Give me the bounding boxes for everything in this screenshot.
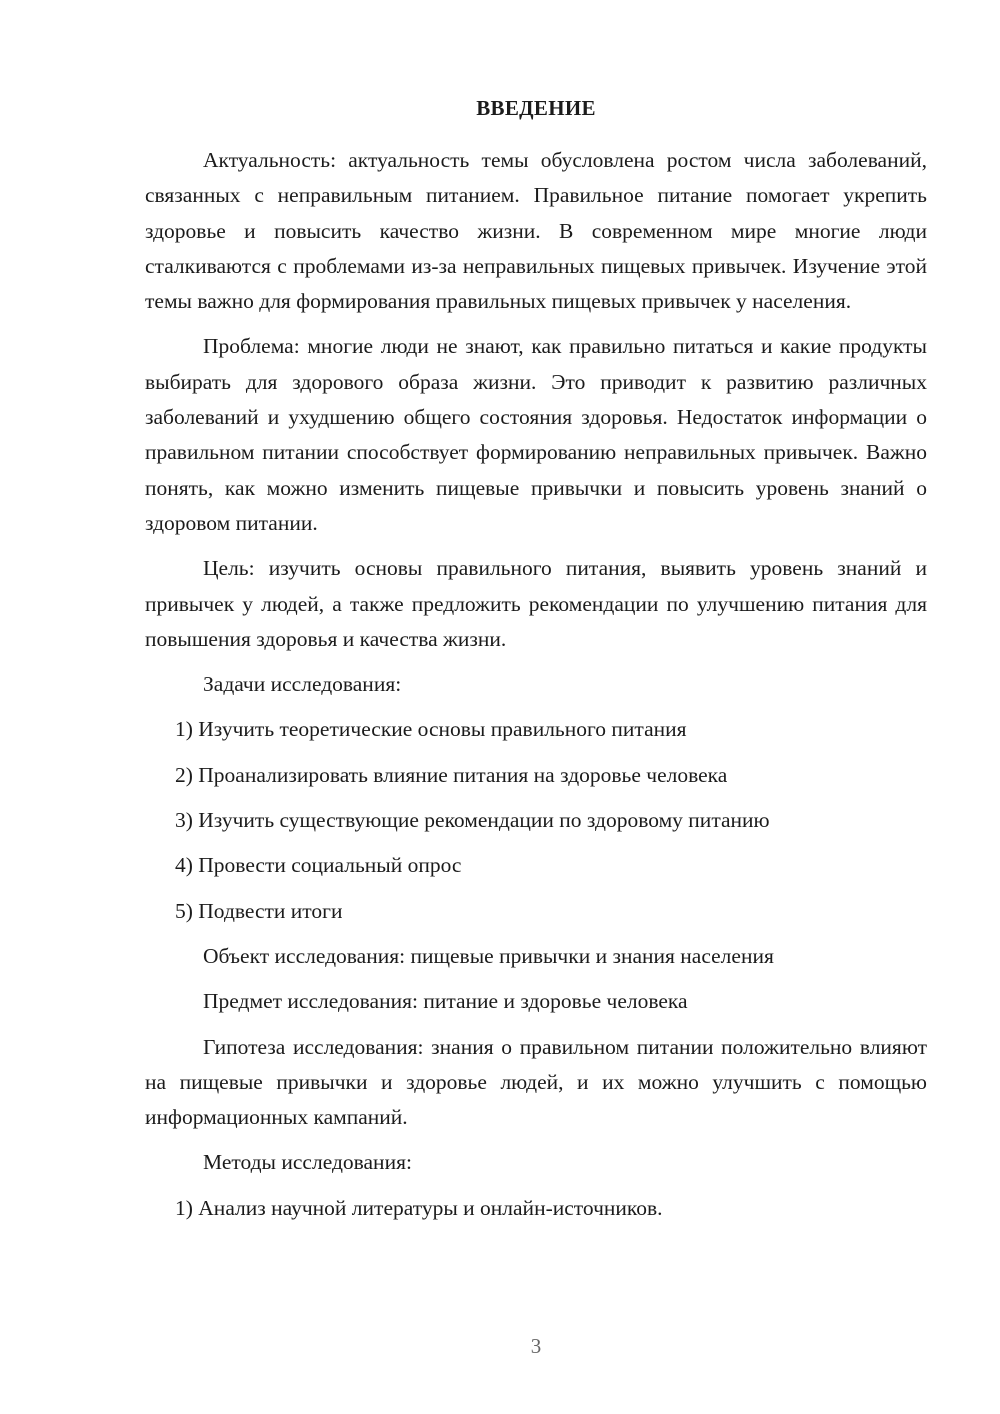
document-body bbox=[145, 143, 927, 1236]
tasks-heading: Задачи исследования: bbox=[203, 672, 402, 697]
methods-heading: Методы исследования: bbox=[203, 1150, 412, 1175]
goal-paragraph: Цель: изучить основы правильного питания, выявить уровень знаний и привычек у людей, а также предложить рекомендации по улучшению питания для повышения здоровья и качества жизни. bbox=[145, 556, 927, 651]
relevance-paragraph: Актуальность: актуальность темы обусловлена ростом числа заболеваний, связанных с неправильным питанием. Правильное питание помогает укрепить здоровье и повысить качество жизни. В современном мире многие люди сталкиваются с проблемами из-за неправильных пищевых привычек. Изучение этой темы важно для формирования правильных пищевых привычек у населения. bbox=[145, 148, 927, 314]
task-item-1: 1) Изучить теоретические основы правильного питания bbox=[175, 717, 687, 742]
subject-line: Предмет исследования: питание и здоровье человека bbox=[203, 989, 688, 1014]
object-line: Объект исследования: пищевые привычки и знания населения bbox=[203, 943, 774, 968]
task-item-4: 4) Провести социальный опрос bbox=[175, 853, 462, 878]
task-item-5: 5) Подвести итоги bbox=[175, 898, 343, 923]
task-item-2: 2) Проанализировать влияние питания на здоровье человека bbox=[175, 762, 728, 787]
section-title: ВВЕДЕНИЕ bbox=[476, 96, 596, 120]
problem-paragraph: Проблема: многие люди не знают, как правильно питаться и какие продукты выбирать для здорового образа жизни. Это приводит к развитию различных заболеваний и ухудшению общего состояния здоровья. Недостаток информации о правильном питании способствует формированию неправильных привычек. Важно понять, как можно изменить пищевые привычки и повысить уровень знаний о здоровом питании. bbox=[145, 334, 927, 535]
method-item-1: 1) Анализ научной литературы и онлайн-источников. bbox=[175, 1195, 663, 1220]
hypothesis-paragraph: Гипотеза исследования: знания о правильном питании положительно влияют на пищевые привычки и здоровье людей, и их можно улучшить с помощью информационных кампаний. bbox=[145, 1034, 927, 1130]
page-number: 3 bbox=[530, 1334, 542, 1358]
task-item-3: 3) Изучить существующие рекомендации по здоровому питанию bbox=[175, 808, 770, 833]
